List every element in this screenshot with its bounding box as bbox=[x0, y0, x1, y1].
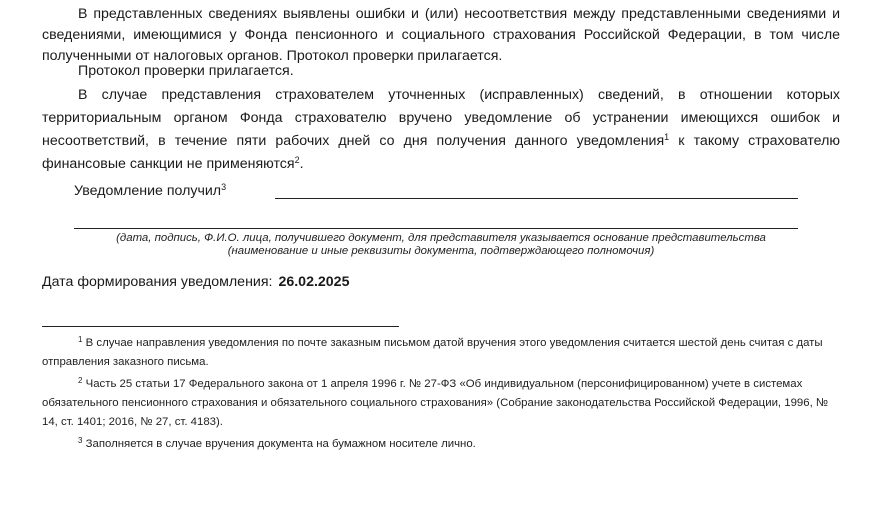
footnote-2 bbox=[42, 375, 832, 432]
footnote-text: Заполняется в случае вручения документа на бумажном носителе лично. bbox=[82, 438, 476, 450]
footnote-number: 2 bbox=[78, 376, 83, 385]
paragraph-errors-found bbox=[42, 4, 840, 67]
receipt-caption bbox=[42, 232, 840, 258]
paragraph-protocol-attached bbox=[42, 61, 840, 82]
paragraph-text: В представленных сведениях выявлены ошибки и (или) несоответствия между представленными сведениями и сведениями, имеющимися у Фонда пенсионного и социального страхования Российской Федерации, в том числе полученными от налоговых органов. Протокол проверки прилагается. bbox=[42, 6, 840, 64]
footnote-ref-1[interactable]: 1 bbox=[664, 132, 670, 142]
footnote-1 bbox=[42, 334, 832, 372]
footnote-number: 1 bbox=[78, 335, 83, 344]
formation-date-value: 26.02.2025 bbox=[278, 274, 350, 290]
paragraph-text: В случае представления страхователем уточненных (исправленных) сведений, в отношении которых территориальным органом Фонда страхователю вручено уведомление об устранении имеющихся ошибок и несоответствий, в течение пяти рабочих дней со дня получения данного уведомления bbox=[42, 87, 840, 149]
receipt-signature-line[interactable] bbox=[275, 198, 798, 199]
footnote-ref-3[interactable]: 3 bbox=[221, 182, 227, 192]
paragraph-text: . bbox=[299, 156, 304, 172]
formation-date-label: Дата формирования уведомления: bbox=[42, 274, 273, 290]
footnote-text: В случае направления уведомления по почте заказным письмом датой вручения этого уведомления считается шестой день считая с даты отправления заказного письма. bbox=[42, 337, 823, 368]
footnote-3 bbox=[42, 435, 832, 454]
paragraph-text: к такому страхователю финансовые санкции не применяются bbox=[42, 133, 841, 172]
receipt-label-text: Уведомление получил bbox=[74, 183, 222, 199]
receipt-caption-line1: (дата, подпись, Ф.И.О. лица, получившего документ, для представителя указывается основание представительства bbox=[116, 232, 766, 244]
footnote-ref-2[interactable]: 2 bbox=[294, 155, 300, 165]
footnotes-separator bbox=[42, 326, 399, 327]
footnote-number: 3 bbox=[78, 436, 83, 445]
paragraph-corrected-data bbox=[42, 84, 840, 176]
receipt-caption-line2: (наименование и иные реквизиты документа, подтверждающего полномочия) bbox=[227, 245, 655, 257]
formation-date-row bbox=[42, 274, 349, 290]
footnote-text: Часть 25 статьи 17 Федерального закона от 1 апреля 1996 г. № 27-ФЗ «Об индивидуальном (персонифицированном) учете в системах обязательного пенсионного страхования и обязательного социального страхования» (Собрание законодательства Российской Федерации, 1996, № 14, ст. 1401; 2016, № 27, ст. 4183). bbox=[42, 378, 829, 428]
receipt-label bbox=[74, 183, 226, 199]
paragraph-text: Протокол проверки прилагается. bbox=[78, 63, 294, 79]
receipt-details-line[interactable] bbox=[74, 228, 798, 229]
